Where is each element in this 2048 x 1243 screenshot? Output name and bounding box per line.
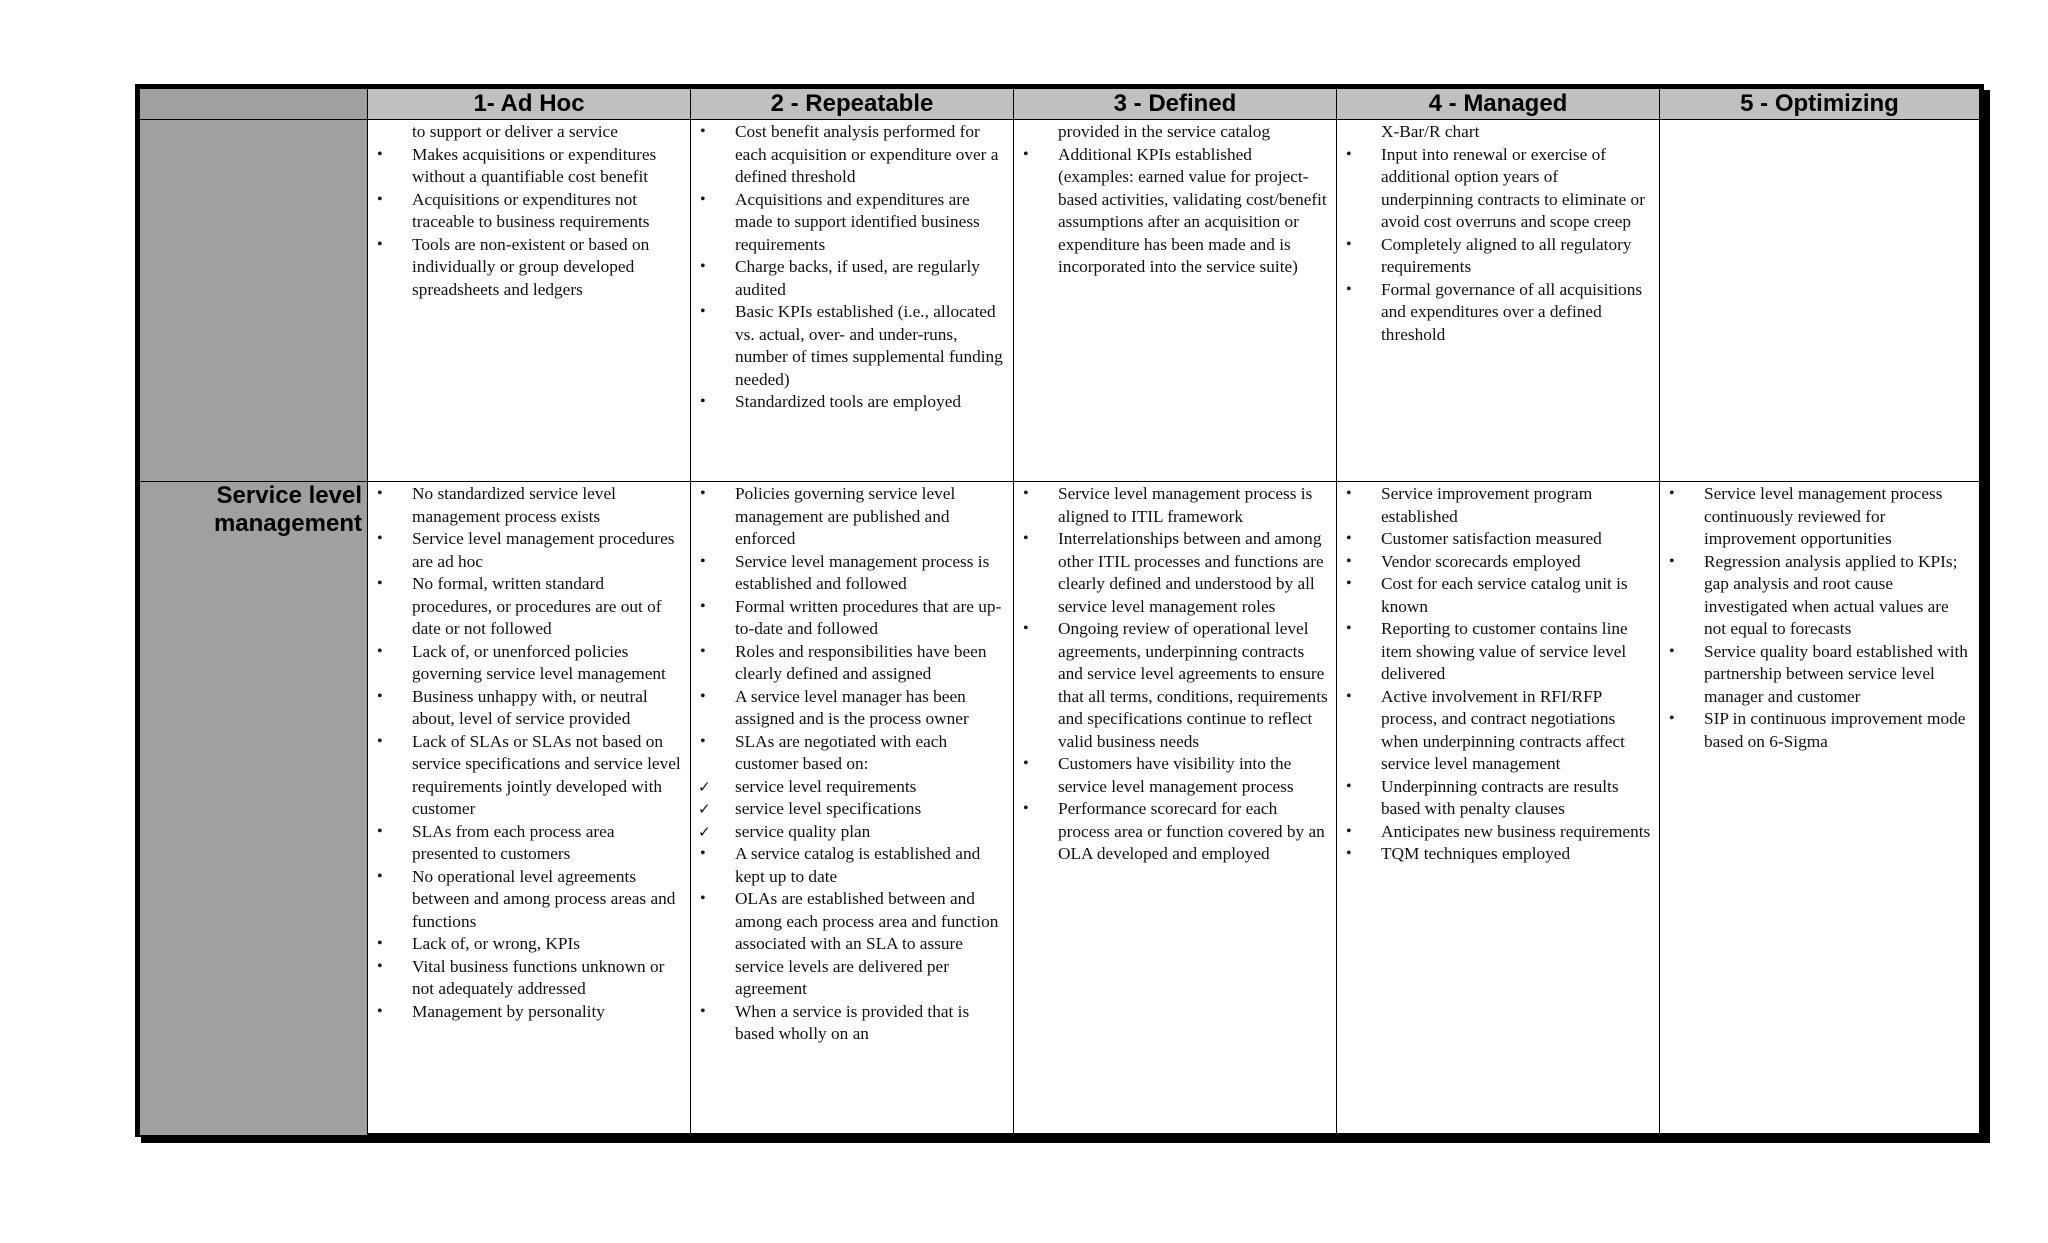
row-label-cell xyxy=(140,120,368,482)
list-item: • Acquisitions or expenditures not traceable to business requirements xyxy=(368,189,684,234)
list-item: • When a service is provided that is based wholly on an xyxy=(691,1001,1007,1046)
criteria-list xyxy=(368,121,684,301)
list-item: • Standardized tools are employed xyxy=(691,391,1007,414)
list-item: • Ongoing review of operational level agreements, underpinning contracts and service level agreements to ensure that all terms, conditions, requirements and specifications continue to reflect valid business needs xyxy=(1014,618,1330,753)
list-item: • Service quality board established with partnership between service level manager and customer xyxy=(1660,641,1973,709)
corner-cell xyxy=(140,89,368,120)
list-item: • Formal written procedures that are up-to-date and followed xyxy=(691,596,1007,641)
list-item: • Interrelationships between and among other ITIL processes and functions are clearly defined and understood by all service level management roles xyxy=(1014,528,1330,618)
list-item: • Customer satisfaction measured xyxy=(1337,528,1653,551)
list-item: X-Bar/R chart xyxy=(1381,122,1480,141)
list-item: • Basic KPIs established (i.e., allocated vs. actual, over- and under-runs, number of times supplemental funding needed) xyxy=(691,301,1007,391)
list-item: • Formal governance of all acquisitions and expenditures over a defined threshold xyxy=(1337,279,1653,347)
list-item: • A service catalog is established and kept up to date xyxy=(691,843,1007,888)
list-item: • Underpinning contracts are results based with penalty clauses xyxy=(1337,776,1653,821)
criteria-cell xyxy=(1337,482,1660,1136)
maturity-table xyxy=(139,88,1980,1136)
list-item: • Makes acquisitions or expenditures without a quantifiable cost benefit xyxy=(368,144,684,189)
list-item: • Regression analysis applied to KPIs; gap analysis and root cause investigated when actual values are not equal to forecasts xyxy=(1660,551,1973,641)
list-item: • Business unhappy with, or neutral about, level of service provided xyxy=(368,686,684,731)
criteria-cell xyxy=(691,120,1014,482)
list-item: • Service improvement program established xyxy=(1337,483,1653,528)
criteria-cell xyxy=(368,120,691,482)
list-item: • Input into renewal or exercise of additional option years of underpinning contracts to eliminate or avoid cost overruns and scope creep xyxy=(1337,144,1653,234)
level-header-optimizing: 5 - Optimizing xyxy=(1660,89,1980,120)
list-item: • Lack of, or wrong, KPIs xyxy=(368,933,684,956)
criteria-list xyxy=(1014,483,1330,866)
list-item: • Cost for each service catalog unit is known xyxy=(1337,573,1653,618)
criteria-list xyxy=(1660,483,1973,753)
criteria-list xyxy=(1014,121,1330,279)
list-item: • Customers have visibility into the service level management process xyxy=(1014,753,1330,798)
list-item: • TQM techniques employed xyxy=(1337,843,1653,866)
checklist-item: ✓ service level specifications xyxy=(691,798,1007,821)
list-item: • Additional KPIs established (examples: earned value for project-based activities, validating cost/benefit assumptions after an acquisition or expenditure has been made and is incorporated into the service suite) xyxy=(1014,144,1330,279)
criteria-list xyxy=(1337,121,1653,346)
level-header-managed: 4 - Managed xyxy=(1337,89,1660,120)
list-item: • Roles and responsibilities have been clearly defined and assigned xyxy=(691,641,1007,686)
list-item: • Charge backs, if used, are regularly audited xyxy=(691,256,1007,301)
criteria-list xyxy=(691,121,1007,414)
list-item: • Anticipates new business requirements xyxy=(1337,821,1653,844)
criteria-list xyxy=(1337,483,1653,866)
list-item: • No standardized service level management process exists xyxy=(368,483,684,528)
criteria-cell xyxy=(1014,120,1337,482)
list-item: • SIP in continuous improvement mode based on 6-Sigma xyxy=(1660,708,1973,753)
list-item: • Acquisitions and expenditures are made to support identified business requirements xyxy=(691,189,1007,257)
list-item: • Management by personality xyxy=(368,1001,684,1024)
criteria-cell xyxy=(1337,120,1660,482)
list-item: • SLAs are negotiated with each customer based on: xyxy=(691,731,1007,776)
header-row xyxy=(140,89,1980,120)
list-item: • SLAs from each process area presented to customers xyxy=(368,821,684,866)
level-header-defined: 3 - Defined xyxy=(1014,89,1337,120)
level-header-repeatable: 2 - Repeatable xyxy=(691,89,1014,120)
list-item: to support or deliver a service xyxy=(412,122,618,141)
criteria-list xyxy=(368,483,684,1023)
list-item: • Cost benefit analysis performed for each acquisition or expenditure over a defined threshold xyxy=(691,121,1007,189)
criteria-cell xyxy=(368,482,691,1136)
list-item: • No operational level agreements between and among process areas and functions xyxy=(368,866,684,934)
criteria-cell xyxy=(691,482,1014,1136)
checklist-item: ✓ service quality plan xyxy=(691,821,1007,844)
criteria-list xyxy=(691,483,1007,1046)
checklist-item: ✓ service level requirements xyxy=(691,776,1007,799)
table-row xyxy=(140,120,1980,482)
criteria-cell xyxy=(1014,482,1337,1136)
list-item: provided in the service catalog xyxy=(1058,122,1271,141)
list-item: • A service level manager has been assigned and is the process owner xyxy=(691,686,1007,731)
maturity-matrix xyxy=(135,84,1984,1137)
row-label-service-level-management: Service level management xyxy=(213,482,362,537)
list-item: • Service level management procedures are ad hoc xyxy=(368,528,684,573)
criteria-cell xyxy=(1660,120,1980,482)
row-label-cell xyxy=(140,482,368,1136)
list-item: • Reporting to customer contains line item showing value of service level delivered xyxy=(1337,618,1653,686)
level-header-ad-hoc: 1- Ad Hoc xyxy=(368,89,691,120)
list-item: • No formal, written standard procedures, or procedures are out of date or not followed xyxy=(368,573,684,641)
list-item: • Vendor scorecards employed xyxy=(1337,551,1653,574)
criteria-cell xyxy=(1660,482,1980,1136)
list-item: • OLAs are established between and among each process area and function associated with an SLA to assure service levels are delivered per agreement xyxy=(691,888,1007,1001)
list-item: • Service level management process is aligned to ITIL framework xyxy=(1014,483,1330,528)
table-row xyxy=(140,482,1980,1136)
list-item: • Lack of, or unenforced policies governing service level management xyxy=(368,641,684,686)
list-item: • Lack of SLAs or SLAs not based on service specifications and service level requirements jointly developed with customer xyxy=(368,731,684,821)
list-item: • Service level management process continuously reviewed for improvement opportunities xyxy=(1660,483,1973,551)
list-item: • Tools are non-existent or based on individually or group developed spreadsheets and ledgers xyxy=(368,234,684,302)
list-item: • Completely aligned to all regulatory requirements xyxy=(1337,234,1653,279)
list-item: • Performance scorecard for each process area or function covered by an OLA developed and employed xyxy=(1014,798,1330,866)
list-item: • Active involvement in RFI/RFP process, and contract negotiations when underpinning contracts affect service level management xyxy=(1337,686,1653,776)
list-item: • Policies governing service level management are published and enforced xyxy=(691,483,1007,551)
list-item: • Service level management process is established and followed xyxy=(691,551,1007,596)
list-item: • Vital business functions unknown or not adequately addressed xyxy=(368,956,684,1001)
